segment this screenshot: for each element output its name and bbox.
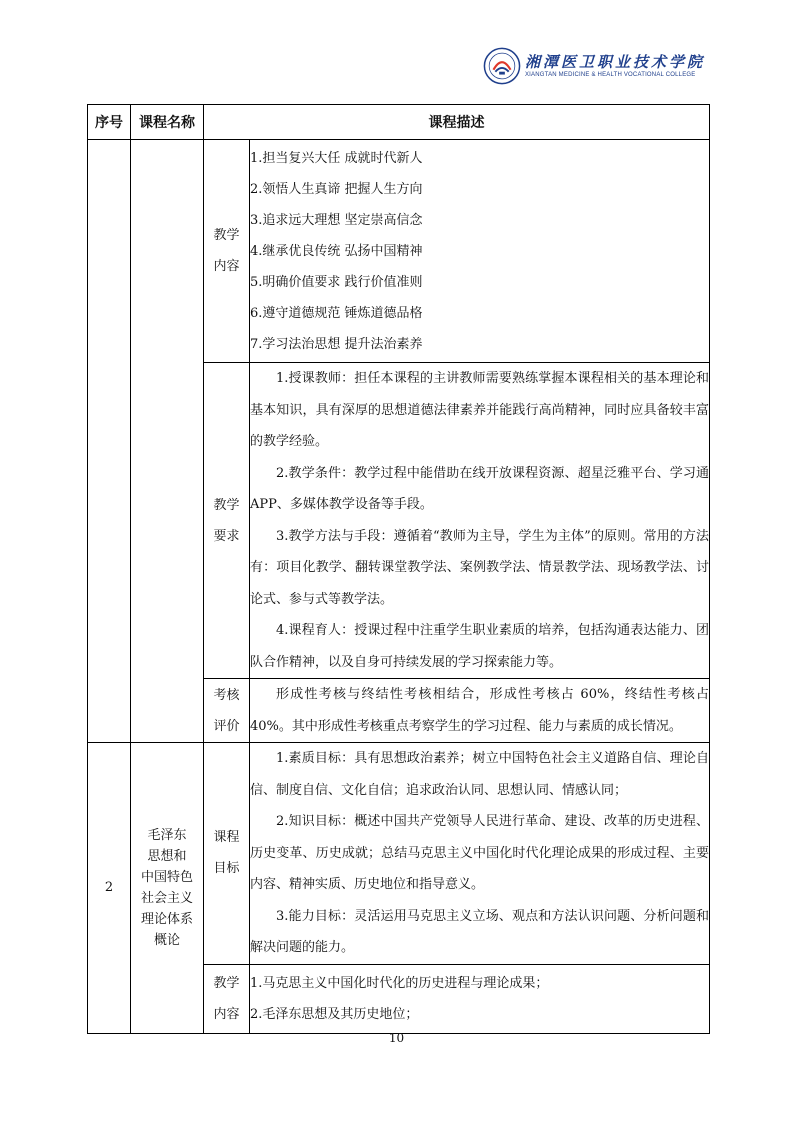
college-logo-text	[525, 53, 705, 79]
list-item: 1.担当复兴大任 成就时代新人	[250, 150, 423, 166]
list-item: 1.授课教师：担任本课程的主讲教师需要熟练掌握本课程相关的基本理论和基本知识，具有深厚的思想道德法律素养并能践行高尚精神，同时应具备较丰富的教学经验。	[250, 371, 709, 449]
list-item: 7.学习法治思想 提升法治素养	[250, 336, 423, 352]
row1-seq-cell	[88, 140, 131, 743]
header-seq: 序号	[88, 105, 131, 140]
row1-eval-label	[204, 679, 250, 743]
row2-goal-desc	[250, 743, 710, 965]
list-item: 4.课程育人：授课过程中注重学生职业素质的培养，包括沟通表达能力、团队合作精神，以及自身可持续发展的学习探索能力等。	[250, 623, 709, 670]
row2-content-label	[204, 964, 250, 1033]
list-item: 2.毛泽东思想及其历史地位；	[250, 1006, 419, 1022]
college-logo-icon	[483, 47, 521, 85]
list-item: 2.知识目标：概述中国共产党领导人民进行革命、建设、改革的历史进程、历史变革、历史成就；总结马克思主义中国化时代化理论成果的形成过程、主要内容、精神实质、历史地位和指导意义。	[250, 814, 709, 892]
row1-req-desc	[250, 363, 710, 679]
list-item: 5.明确价值要求 践行价值准则	[250, 274, 423, 290]
list-item: 1.马克思主义中国化时代化的历史进程与理论成果；	[250, 975, 549, 991]
goal-label-text: 课程 目标	[213, 830, 240, 877]
row2-content-list	[250, 964, 710, 1033]
row1-course-name-cell	[131, 140, 204, 743]
list-item: 3.教学方法与手段：遵循着“教师为主导，学生为主体”的原则。常用的方法有：项目化教学、翻转课堂教学法、案例教学法、情景教学法、现场教学法、讨论式、参与式等教学法。	[250, 528, 709, 607]
course-name-text: 毛泽东 思想和 中国特色 社会主义 理论体系 概论	[140, 827, 193, 948]
eval-text: 形成性考核与终结性考核相结合，形成性考核占 60%，终结性考核占 40%。其中形成性考核重点考察学生的学习过程、能力与素质的成长情况。	[250, 687, 709, 734]
list-item: 2.领悟人生真谛 把握人生方向	[250, 181, 423, 197]
content-label-text: 教学 内容	[213, 975, 240, 1022]
page-header	[483, 46, 705, 86]
header-course-name: 课程名称	[131, 105, 204, 140]
course-table	[87, 104, 710, 1034]
college-name-cn: 湘潭医卫职业技术学院	[524, 53, 705, 71]
list-item: 1.素质目标：具有思想政治素养；树立中国特色社会主义道路自信、理论自信、制度自信、文化自信；追求政治认同、思想认同、情感认同；	[250, 751, 709, 798]
table-header-row	[88, 105, 710, 140]
page-number: 10	[388, 1031, 405, 1045]
eval-label-text: 考核 评价	[213, 687, 240, 734]
content-label-text: 教学 内容	[213, 228, 240, 274]
list-item: 4.继承优良传统 弘扬中国精神	[250, 243, 423, 259]
header-course-desc: 课程描述	[204, 105, 710, 140]
row1-content-list	[250, 140, 710, 363]
list-item: 2.教学条件：教学过程中能借助在线开放课程资源、超星泛雅平台、学习通 APP、多媒体教学设备等手段。	[250, 465, 709, 512]
row2-goal-label	[204, 743, 250, 965]
row1-content-label	[204, 140, 250, 363]
row1-eval-desc	[250, 679, 710, 743]
req-label-text: 教学 要求	[213, 497, 240, 544]
row2-course-name-cell	[131, 743, 204, 1034]
list-item: 3.能力目标：灵活运用马克思主义立场、观点和方法认识问题、分析问题和解决问题的能力。	[250, 908, 709, 955]
list-item: 6.遵守道德规范 锤炼道德品格	[250, 305, 423, 321]
college-name-en: XIANGTAN MEDICINE & HEALTH VOCATIONAL COLLEGE	[524, 72, 696, 78]
list-item: 3.追求远大理想 坚定崇高信念	[250, 212, 423, 228]
table-row	[88, 140, 710, 363]
table-row	[88, 743, 710, 965]
row1-req-label	[204, 363, 250, 679]
row2-seq-cell: 2	[88, 743, 131, 1034]
